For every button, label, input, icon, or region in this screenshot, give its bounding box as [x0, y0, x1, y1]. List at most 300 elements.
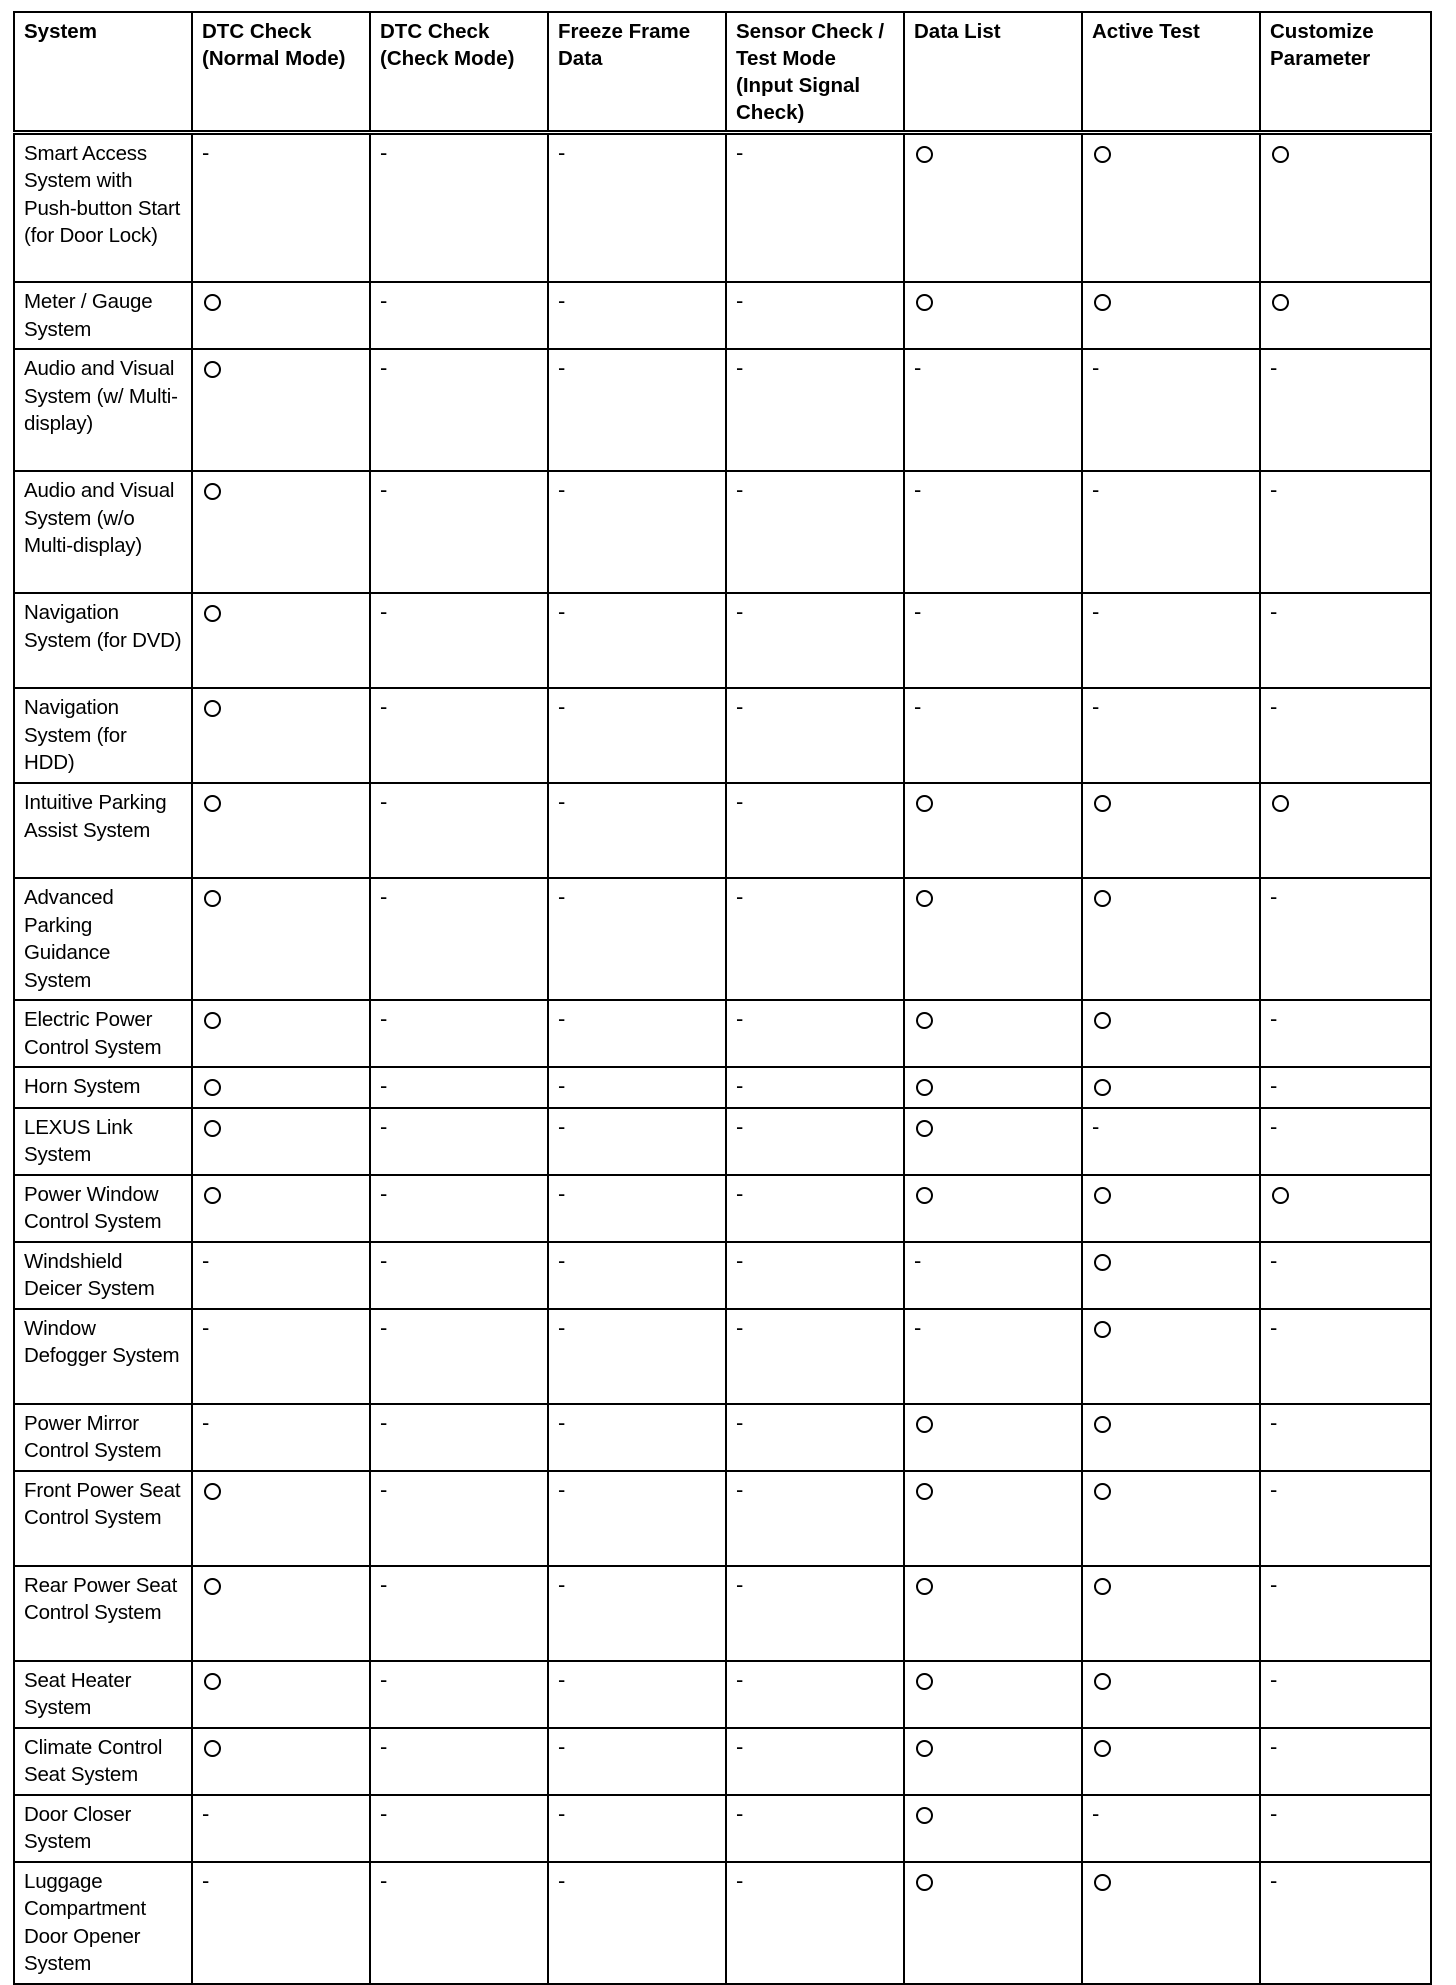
not-supported-dash: -: [914, 1247, 922, 1273]
support-cell: [1082, 1566, 1260, 1661]
support-cell: [726, 471, 904, 593]
support-cell: [726, 1067, 904, 1108]
not-supported-dash: -: [380, 1733, 388, 1759]
support-cell: [548, 471, 726, 593]
not-supported-dash: -: [380, 1247, 388, 1273]
support-cell: [904, 471, 1082, 593]
table-row: [14, 1404, 1431, 1471]
not-supported-dash: -: [1270, 1666, 1278, 1692]
not-supported-dash: -: [558, 1006, 566, 1031]
not-supported-dash: -: [1092, 477, 1100, 502]
support-cell: [192, 1175, 370, 1242]
support-cell: [370, 1661, 548, 1728]
support-cell: [1082, 1175, 1260, 1242]
support-cell: [370, 1471, 548, 1566]
support-cell: [904, 1175, 1082, 1242]
support-cell: [370, 878, 548, 1000]
not-supported-dash: -: [914, 355, 922, 380]
support-cell: [548, 1000, 726, 1067]
support-cell: [1082, 282, 1260, 349]
not-supported-dash: -: [380, 1476, 388, 1502]
supported-circle-icon: [1094, 1254, 1111, 1271]
header-dtc-check-normal: DTC Check (Normal Mode): [192, 12, 370, 132]
not-supported-dash: -: [380, 1867, 388, 1893]
system-name-cell: Intuitive Parking Assist System: [14, 783, 192, 878]
system-name-cell: Advanced Parking Guidance System: [14, 878, 192, 1000]
support-cell: [904, 1108, 1082, 1175]
not-supported-dash: -: [1270, 1314, 1278, 1340]
not-supported-dash: -: [202, 1800, 210, 1826]
system-name-cell: Rear Power Seat Control System: [14, 1566, 192, 1661]
system-name-cell: Door Closer System: [14, 1795, 192, 1862]
support-cell: [548, 349, 726, 471]
support-cell: [370, 1566, 548, 1661]
table-row: [14, 1471, 1431, 1566]
not-supported-dash: -: [380, 1073, 388, 1098]
supported-circle-icon: [916, 795, 933, 812]
support-cell: [726, 1108, 904, 1175]
system-name-cell: LEXUS Link System: [14, 1108, 192, 1175]
supported-circle-icon: [1094, 795, 1111, 812]
not-supported-dash: -: [1092, 1800, 1100, 1826]
not-supported-dash: -: [736, 1073, 744, 1098]
supported-circle-icon: [1094, 1187, 1111, 1204]
support-cell: [1260, 1566, 1431, 1661]
not-supported-dash: -: [736, 694, 744, 719]
support-cell: [192, 688, 370, 783]
support-cell: [1260, 878, 1431, 1000]
table-row: [14, 1309, 1431, 1404]
support-cell: [370, 1309, 548, 1404]
header-row: [14, 12, 1431, 132]
support-cell: [192, 593, 370, 688]
support-cell: [192, 783, 370, 878]
supported-circle-icon: [204, 1673, 221, 1690]
not-supported-dash: -: [202, 1409, 210, 1435]
support-cell: [548, 688, 726, 783]
not-supported-dash: -: [1270, 477, 1278, 502]
not-supported-dash: -: [558, 1180, 566, 1206]
support-cell: [548, 132, 726, 282]
support-cell: [548, 1067, 726, 1108]
not-supported-dash: -: [1270, 355, 1278, 380]
support-cell: [1260, 1862, 1431, 1984]
not-supported-dash: -: [558, 355, 566, 380]
support-cell: [370, 1242, 548, 1309]
support-cell: [726, 1661, 904, 1728]
support-cell: [726, 132, 904, 282]
support-cell: [1082, 688, 1260, 783]
not-supported-dash: -: [558, 1800, 566, 1826]
not-supported-dash: -: [380, 477, 388, 502]
support-cell: [726, 349, 904, 471]
not-supported-dash: -: [1270, 1800, 1278, 1826]
support-cell: [1260, 471, 1431, 593]
table-row: [14, 349, 1431, 471]
not-supported-dash: -: [914, 477, 922, 502]
not-supported-dash: -: [736, 1314, 744, 1340]
support-cell: [904, 1728, 1082, 1795]
support-cell: [904, 1000, 1082, 1067]
not-supported-dash: -: [380, 884, 388, 909]
not-supported-dash: -: [914, 599, 922, 624]
support-cell: [548, 878, 726, 1000]
support-cell: [1260, 132, 1431, 282]
support-cell: [370, 1862, 548, 1984]
support-cell: [192, 1404, 370, 1471]
not-supported-dash: -: [558, 1733, 566, 1759]
table-row: [14, 1000, 1431, 1067]
support-cell: [726, 878, 904, 1000]
support-cell: [904, 1404, 1082, 1471]
not-supported-dash: -: [1270, 1073, 1278, 1098]
support-cell: [726, 1242, 904, 1309]
supported-circle-icon: [916, 1673, 933, 1690]
not-supported-dash: -: [380, 789, 388, 814]
support-cell: [726, 593, 904, 688]
not-supported-dash: -: [1270, 1476, 1278, 1502]
support-cell: [548, 1661, 726, 1728]
system-name-cell: Windshield Deicer System: [14, 1242, 192, 1309]
table-row: [14, 471, 1431, 593]
support-cell: [726, 1728, 904, 1795]
not-supported-dash: -: [558, 789, 566, 814]
support-cell: [548, 1404, 726, 1471]
header-sensor-check: Sensor Check / Test Mode (Input Signal Check): [726, 12, 904, 132]
support-cell: [1082, 1862, 1260, 1984]
not-supported-dash: -: [380, 288, 388, 313]
supported-circle-icon: [1272, 1187, 1289, 1204]
supported-circle-icon: [1094, 294, 1111, 311]
system-name-cell: Smart Access System with Push-button Start (for Door Lock): [14, 132, 192, 282]
system-name-cell: Front Power Seat Control System: [14, 1471, 192, 1566]
supported-circle-icon: [916, 1874, 933, 1891]
system-name-cell: Meter / Gauge System: [14, 282, 192, 349]
system-name-cell: Power Window Control System: [14, 1175, 192, 1242]
not-supported-dash: -: [558, 884, 566, 909]
support-cell: [904, 1661, 1082, 1728]
not-supported-dash: -: [380, 1571, 388, 1597]
support-cell: [1260, 1067, 1431, 1108]
support-cell: [904, 1566, 1082, 1661]
supported-circle-icon: [916, 1807, 933, 1824]
header-dtc-check-check: DTC Check (Check Mode): [370, 12, 548, 132]
supported-circle-icon: [916, 146, 933, 163]
support-cell: [370, 688, 548, 783]
support-cell: [726, 1566, 904, 1661]
table-row: [14, 1067, 1431, 1108]
supported-circle-icon: [1094, 1578, 1111, 1595]
not-supported-dash: -: [1270, 1247, 1278, 1273]
not-supported-dash: -: [736, 1180, 744, 1206]
support-cell: [548, 1309, 726, 1404]
supported-circle-icon: [1094, 1416, 1111, 1433]
support-cell: [370, 1000, 548, 1067]
header-customize-parameter: Customize Parameter: [1260, 12, 1431, 132]
support-cell: [1082, 132, 1260, 282]
table-body: [14, 132, 1431, 1984]
support-cell: [370, 349, 548, 471]
support-cell: [548, 1242, 726, 1309]
support-cell: [1082, 1309, 1260, 1404]
not-supported-dash: -: [1270, 1867, 1278, 1893]
supported-circle-icon: [204, 1012, 221, 1029]
supported-circle-icon: [1272, 795, 1289, 812]
support-cell: [370, 1108, 548, 1175]
support-cell: [370, 1175, 548, 1242]
supported-circle-icon: [1094, 890, 1111, 907]
supported-circle-icon: [916, 1187, 933, 1204]
supported-circle-icon: [1094, 1740, 1111, 1757]
not-supported-dash: -: [380, 355, 388, 380]
support-cell: [1260, 349, 1431, 471]
supported-circle-icon: [1094, 1874, 1111, 1891]
not-supported-dash: -: [558, 1247, 566, 1273]
support-cell: [192, 878, 370, 1000]
support-cell: [548, 1566, 726, 1661]
support-cell: [904, 1242, 1082, 1309]
system-name-cell: Audio and Visual System (w/o Multi-display): [14, 471, 192, 593]
not-supported-dash: -: [736, 1571, 744, 1597]
not-supported-dash: -: [736, 1733, 744, 1759]
system-name-cell: Navigation System (for DVD): [14, 593, 192, 688]
support-cell: [1260, 783, 1431, 878]
not-supported-dash: -: [558, 139, 566, 165]
support-cell: [548, 1471, 726, 1566]
support-cell: [192, 1471, 370, 1566]
support-cell: [192, 349, 370, 471]
support-cell: [1082, 1471, 1260, 1566]
system-name-cell: Electric Power Control System: [14, 1000, 192, 1067]
support-cell: [1260, 1661, 1431, 1728]
table-row: [14, 1242, 1431, 1309]
not-supported-dash: -: [1092, 694, 1100, 719]
support-cell: [1260, 593, 1431, 688]
support-cell: [1260, 688, 1431, 783]
support-cell: [192, 1309, 370, 1404]
support-cell: [1082, 1067, 1260, 1108]
supported-circle-icon: [204, 1483, 221, 1500]
header-freeze-frame: Freeze Frame Data: [548, 12, 726, 132]
not-supported-dash: -: [736, 1113, 744, 1139]
system-name-cell: Power Mirror Control System: [14, 1404, 192, 1471]
not-supported-dash: -: [736, 1476, 744, 1502]
not-supported-dash: -: [558, 477, 566, 502]
supported-circle-icon: [1094, 146, 1111, 163]
not-supported-dash: -: [1270, 694, 1278, 719]
supported-circle-icon: [204, 294, 221, 311]
support-cell: [1260, 1000, 1431, 1067]
support-cell: [726, 1175, 904, 1242]
supported-circle-icon: [204, 1187, 221, 1204]
header-active-test: Active Test: [1082, 12, 1260, 132]
not-supported-dash: -: [380, 1314, 388, 1340]
supported-circle-icon: [916, 1012, 933, 1029]
supported-circle-icon: [916, 1416, 933, 1433]
support-cell: [1260, 1795, 1431, 1862]
support-cell: [1082, 878, 1260, 1000]
not-supported-dash: -: [202, 1247, 210, 1273]
support-cell: [1260, 282, 1431, 349]
not-supported-dash: -: [558, 599, 566, 624]
support-cell: [904, 1471, 1082, 1566]
not-supported-dash: -: [380, 1006, 388, 1031]
support-cell: [1082, 471, 1260, 593]
support-cell: [1082, 783, 1260, 878]
support-cell: [1260, 1242, 1431, 1309]
table-row: [14, 1728, 1431, 1795]
not-supported-dash: -: [558, 1409, 566, 1435]
not-supported-dash: -: [380, 1180, 388, 1206]
supported-circle-icon: [916, 1740, 933, 1757]
support-cell: [1260, 1309, 1431, 1404]
system-name-cell: Audio and Visual System (w/ Multi-display): [14, 349, 192, 471]
support-cell: [1082, 1795, 1260, 1862]
not-supported-dash: -: [736, 884, 744, 909]
not-supported-dash: -: [558, 1571, 566, 1597]
not-supported-dash: -: [380, 1800, 388, 1826]
support-cell: [726, 282, 904, 349]
not-supported-dash: -: [914, 694, 922, 719]
not-supported-dash: -: [736, 1247, 744, 1273]
support-cell: [548, 1108, 726, 1175]
support-cell: [1082, 1108, 1260, 1175]
support-cell: [192, 132, 370, 282]
support-cell: [726, 783, 904, 878]
support-cell: [1260, 1728, 1431, 1795]
supported-circle-icon: [204, 361, 221, 378]
support-cell: [370, 783, 548, 878]
table-row: [14, 132, 1431, 282]
supported-circle-icon: [916, 1079, 933, 1096]
system-name-cell: Window Defogger System: [14, 1309, 192, 1404]
table-row: [14, 1175, 1431, 1242]
support-cell: [192, 1795, 370, 1862]
table-row: [14, 1862, 1431, 1984]
supported-circle-icon: [1094, 1321, 1111, 1338]
support-cell: [904, 1067, 1082, 1108]
supported-circle-icon: [204, 483, 221, 500]
supported-circle-icon: [916, 1483, 933, 1500]
support-cell: [192, 1000, 370, 1067]
support-cell: [1082, 349, 1260, 471]
not-supported-dash: -: [202, 1314, 210, 1340]
support-cell: [726, 1404, 904, 1471]
not-supported-dash: -: [1270, 599, 1278, 624]
support-cell: [192, 1862, 370, 1984]
not-supported-dash: -: [736, 599, 744, 624]
support-cell: [1082, 1661, 1260, 1728]
header-system: System: [14, 12, 192, 132]
table-row: [14, 1566, 1431, 1661]
not-supported-dash: -: [736, 288, 744, 313]
support-cell: [1082, 1728, 1260, 1795]
supported-circle-icon: [916, 890, 933, 907]
not-supported-dash: -: [1092, 1113, 1100, 1139]
not-supported-dash: -: [736, 1867, 744, 1893]
not-supported-dash: -: [380, 1666, 388, 1692]
supported-circle-icon: [204, 605, 221, 622]
support-cell: [548, 593, 726, 688]
support-cell: [904, 688, 1082, 783]
support-cell: [370, 1404, 548, 1471]
diagnostic-function-table: [13, 11, 1432, 1985]
not-supported-dash: -: [1270, 884, 1278, 909]
supported-circle-icon: [1094, 1483, 1111, 1500]
support-cell: [370, 1067, 548, 1108]
supported-circle-icon: [1094, 1673, 1111, 1690]
support-cell: [548, 1795, 726, 1862]
supported-circle-icon: [916, 1120, 933, 1137]
support-cell: [548, 282, 726, 349]
support-cell: [548, 1175, 726, 1242]
not-supported-dash: -: [202, 139, 210, 165]
support-cell: [726, 1309, 904, 1404]
not-supported-dash: -: [914, 1314, 922, 1340]
not-supported-dash: -: [1270, 1113, 1278, 1139]
support-cell: [904, 349, 1082, 471]
not-supported-dash: -: [558, 1073, 566, 1098]
not-supported-dash: -: [380, 1409, 388, 1435]
not-supported-dash: -: [1092, 599, 1100, 624]
support-cell: [1082, 1242, 1260, 1309]
support-cell: [370, 471, 548, 593]
not-supported-dash: -: [202, 1867, 210, 1893]
support-cell: [904, 1309, 1082, 1404]
support-cell: [192, 1242, 370, 1309]
not-supported-dash: -: [736, 1006, 744, 1031]
not-supported-dash: -: [736, 477, 744, 502]
not-supported-dash: -: [736, 1409, 744, 1435]
support-cell: [192, 1566, 370, 1661]
not-supported-dash: -: [1270, 1733, 1278, 1759]
system-name-cell: Climate Control Seat System: [14, 1728, 192, 1795]
not-supported-dash: -: [558, 694, 566, 719]
support-cell: [726, 1862, 904, 1984]
table-row: [14, 1108, 1431, 1175]
support-cell: [904, 132, 1082, 282]
support-cell: [726, 688, 904, 783]
table-row: [14, 783, 1431, 878]
support-cell: [1082, 1000, 1260, 1067]
support-cell: [904, 878, 1082, 1000]
system-name-cell: Navigation System (for HDD): [14, 688, 192, 783]
support-cell: [370, 132, 548, 282]
table-row: [14, 593, 1431, 688]
support-cell: [192, 1661, 370, 1728]
supported-circle-icon: [204, 1578, 221, 1595]
support-cell: [1260, 1404, 1431, 1471]
not-supported-dash: -: [380, 139, 388, 165]
table-row: [14, 1795, 1431, 1862]
support-cell: [726, 1000, 904, 1067]
table-row: [14, 878, 1431, 1000]
table-row: [14, 282, 1431, 349]
not-supported-dash: -: [380, 599, 388, 624]
not-supported-dash: -: [558, 1666, 566, 1692]
not-supported-dash: -: [736, 1666, 744, 1692]
supported-circle-icon: [204, 1120, 221, 1137]
support-cell: [904, 1795, 1082, 1862]
support-cell: [548, 1862, 726, 1984]
support-cell: [1260, 1471, 1431, 1566]
not-supported-dash: -: [736, 355, 744, 380]
supported-circle-icon: [204, 795, 221, 812]
support-cell: [1260, 1108, 1431, 1175]
supported-circle-icon: [204, 1740, 221, 1757]
not-supported-dash: -: [1270, 1571, 1278, 1597]
support-cell: [726, 1795, 904, 1862]
